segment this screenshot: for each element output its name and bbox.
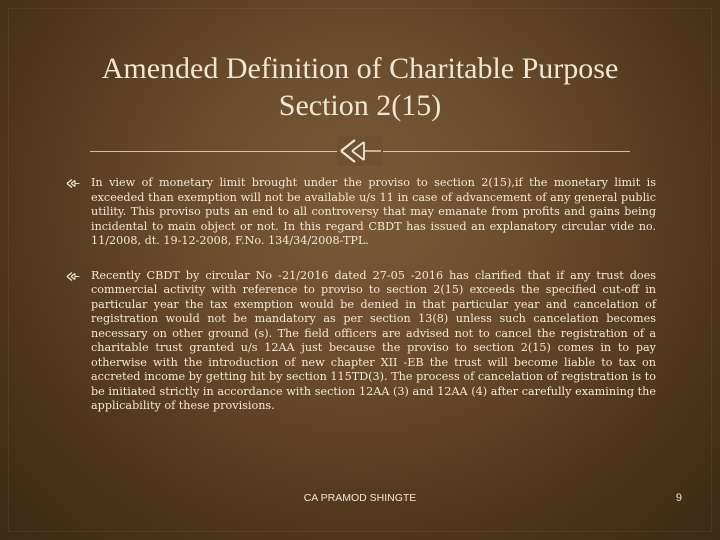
ornament-icon xyxy=(337,136,383,166)
bullet-arrow-icon xyxy=(66,271,80,282)
bullet-text: In view of monetary limit brought under the proviso to section 2(15),if the monetary limit is exceeded than exemption will not be available u/s 11 in case of advancement of any general public utility. This proviso puts an end to all controversy that may emanate from profits and gains being incidental to main object or not. In this regard CBDT has issued an explanatory circular vide no. 11/2008, dt. 19-12-2008, F.No. 134/34/2008-TPL. xyxy=(91,176,656,247)
bullet-arrow-icon xyxy=(66,178,80,189)
bullet-item-2 xyxy=(66,269,656,414)
footer-author: CA PRAMOD SHINGTE xyxy=(303,492,417,504)
bullet-text: Recently CBDT by circular No -21/2016 dated 27-05 -2016 has clarified that if any trust does commercial activity with reference to proviso to section 2(15) exceeds the specified cut-off in particular year the tax exemption would be denied in that particular year and cancelation of registration would not be mandatory as per section 13(8) unless such cancelation becomes necessary on other ground (s). The field officers are advised not to cancel the registration of a charitable trust granted u/s 12AA just because the proviso to section 2(15) comes in to pay otherwise with the introduction of new chapter XII -EB the trust will become liable to tax on accreted income by getting hit by section 115TD(3). The process of cancelation of registration is to be initiated strictly in accordance with section 12AA (3) and 12AA (4) after carefully examining the applicability of these provisions. xyxy=(91,268,656,412)
slide-number: 9 xyxy=(675,492,682,504)
bullet-item-1 xyxy=(66,176,656,249)
slide-title: Amended Definition of Charitable Purpose Section 2(15) xyxy=(101,52,619,122)
bullet-list xyxy=(66,176,656,434)
